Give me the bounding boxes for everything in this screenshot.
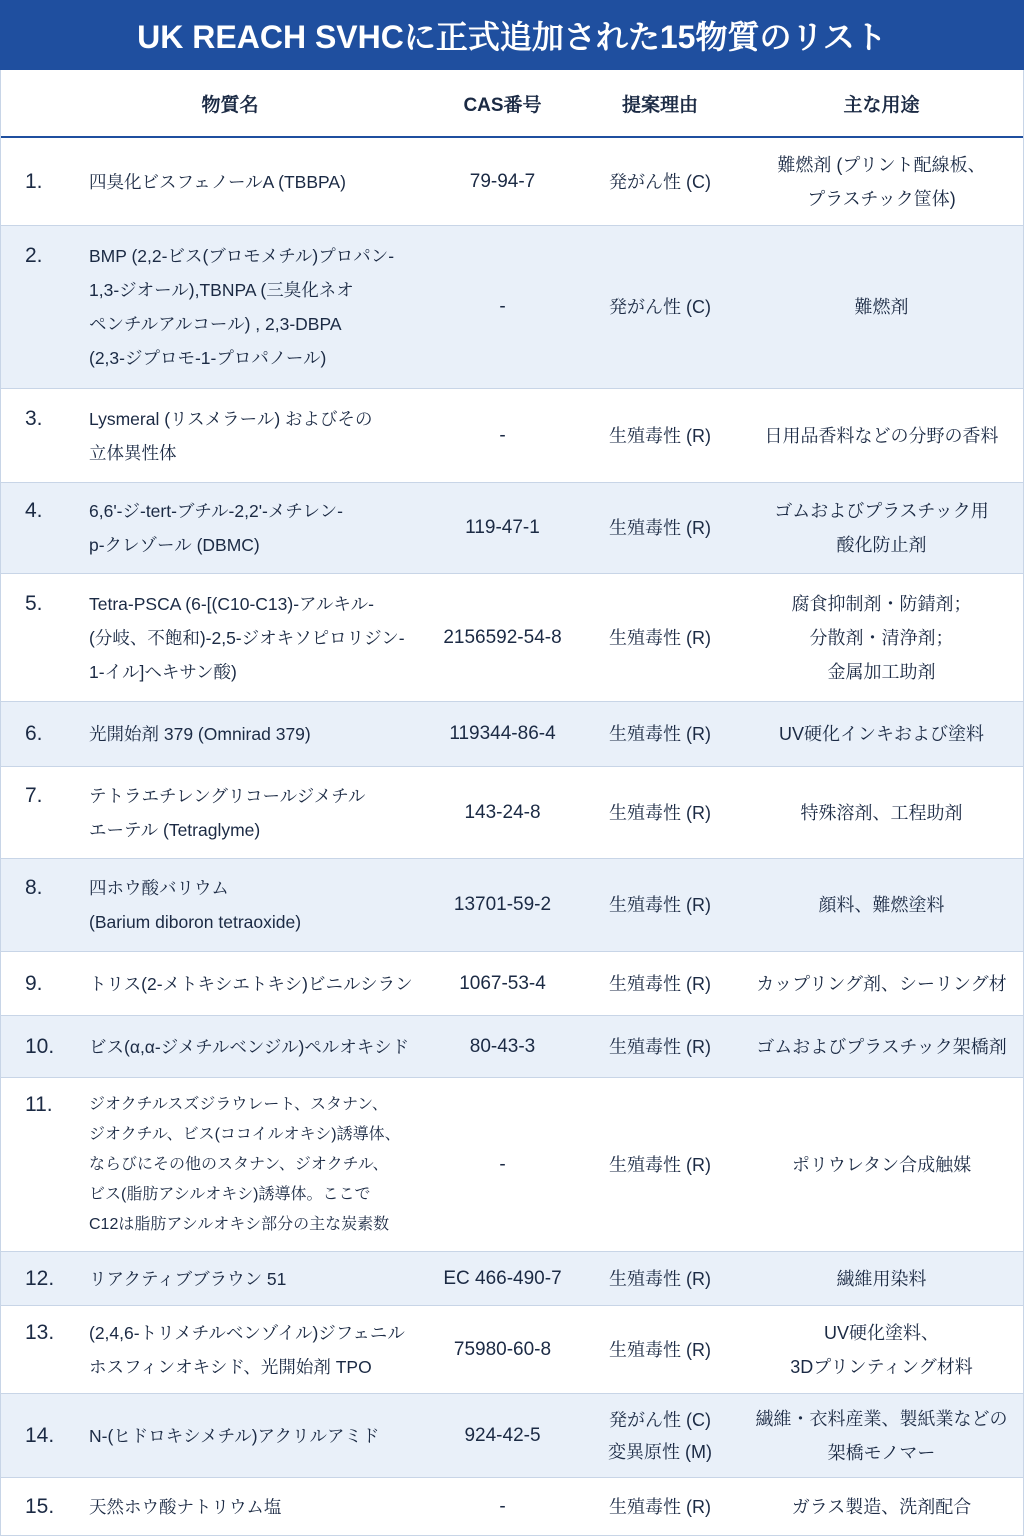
uses-line: ポリウレタン合成触媒 [791,1154,972,1175]
proposal-reason [580,702,740,766]
uses-line: カップリング剤、シーリング材 [756,973,1007,994]
uses-line: プラスチック筐体) [807,188,956,209]
substance-cell [1,574,425,701]
main-uses [740,702,1023,766]
table-row [1,226,1023,389]
proposal-reason [580,1078,740,1251]
main-uses-lines [774,494,989,562]
cas-number: 13701-59-2 [453,894,552,915]
substance-name [89,1030,409,1064]
row-number: 1. [25,169,43,193]
proposal-reason-lines [609,166,711,198]
substance-entry [25,587,405,689]
row-number: 11. [25,1092,53,1116]
substance-entry [25,1030,409,1064]
row-number: 10. [25,1034,55,1058]
substance-name-line: 立体異性体 [89,442,177,463]
uses-line: UV硬化インキおよび塗料 [778,724,984,744]
substance-name [89,1262,286,1296]
row-number: 3. [25,406,43,430]
uses-line: 難燃剤 (プリント配線板、 [777,154,986,175]
reason-line: 生殖毒性 (R) [609,425,711,446]
substance-name-line: p-クレゾール (DBMC) [89,535,260,555]
substance-name-line: ビス(脂肪アシルオキシ)誘導体。ここで [89,1185,371,1203]
substance-name [89,779,365,847]
proposal-reason [580,1252,740,1305]
reason-line: 生殖毒性 (R) [609,627,711,648]
substance-table [0,70,1024,1536]
substance-name [89,1316,405,1384]
substance-entry [25,494,343,562]
table-row [1,138,1023,226]
proposal-reason-lines [609,1491,711,1523]
proposal-reason-lines [609,420,711,452]
row-number: 8. [25,876,43,899]
reason-line: 生殖毒性 (R) [609,724,711,744]
substance-cell [1,389,425,482]
substance-name-line: 四臭化ビスフェノールA (TBBPA) [89,171,346,192]
proposal-reason [580,138,740,225]
substance-entry [25,165,346,199]
proposal-reason [580,767,740,858]
main-uses-lines [779,717,984,751]
substance-name-line: 光開始剤 379 (Omnirad 379) [89,724,311,744]
substance-name-line: (2,3-ジプロモ-1-プロパノール) [89,348,327,368]
table-row [1,859,1023,952]
reason-line: 発がん性 (C) [609,297,711,317]
substance-name [89,239,394,375]
proposal-reason-lines [609,512,711,544]
substance-cell [1,767,425,858]
reason-line: 生殖毒性 (R) [609,1339,711,1360]
substance-name-line: (Barium diboron tetraoxide) [89,912,302,932]
table-row [1,1252,1023,1306]
reason-line: 生殖毒性 (R) [609,1268,711,1289]
cas-number: 143-24-8 [464,801,541,823]
cas-number: 79-94-7 [469,170,536,192]
substance-name-line: 6,6'-ジ-tert-ブチル-2,2'-メチレン- [89,501,343,521]
proposal-reason-lines [609,622,711,654]
substance-entry [25,239,394,375]
substance-entry [25,1316,405,1384]
substance-name-line: ビス(α,α-ジメチルベンジル)ペルオキシド [89,1036,410,1057]
row-number: 14. [25,1423,55,1447]
proposal-reason-lines [609,1263,711,1295]
substance-name [89,717,311,751]
main-uses [740,226,1023,388]
substance-name-line: 1-イル]ヘキサン酸) [89,661,237,682]
row-number: 9. [25,971,43,995]
proposal-reason [580,952,740,1015]
proposal-reason [580,1016,740,1077]
row-number: 2. [25,244,43,267]
proposal-reason [580,226,740,388]
table-row [1,1306,1023,1394]
row-number: 15. [25,1494,55,1518]
main-uses [740,1016,1023,1077]
table-row [1,1478,1023,1536]
uses-line: 繊維用染料 [836,1268,927,1289]
main-uses-lines [837,1262,927,1296]
cas-number: 1067-53-4 [459,972,546,994]
main-uses-lines [855,290,909,324]
main-uses [740,859,1023,951]
table-row [1,952,1023,1016]
main-uses-lines [792,587,972,689]
substance-name [89,587,405,689]
substance-name-line: ペンチルアルコール) , 2,3-DBPA [89,314,342,334]
substance-name-line: 四ホウ酸バリウム [89,878,229,898]
substance-cell [1,483,425,573]
substance-name-line: ならびにその他のスタナン、ジオクチル、 [89,1155,389,1173]
reason-line: 生殖毒性 (R) [609,895,711,915]
main-uses [740,574,1023,701]
proposal-reason [580,859,740,951]
uses-line: 架橋モノマー [827,1442,936,1463]
table-row [1,389,1023,483]
proposal-reason-lines [608,1404,712,1468]
proposal-reason-lines [609,968,711,1000]
proposal-reason [580,1306,740,1393]
cas-number: - [499,1153,506,1175]
proposal-reason-lines [609,291,711,323]
substance-name-line: 天然ホウ酸ナトリウム塩 [89,1496,282,1517]
cas-number: 80-43-3 [469,1035,536,1057]
main-uses-lines [819,888,945,922]
cas-number: EC 466-490-7 [443,1267,562,1289]
substance-cell [1,1306,425,1393]
main-uses [740,1478,1023,1535]
uses-line: 顔料、難燃塗料 [818,895,945,915]
main-uses [740,767,1023,858]
row-number: 13. [25,1320,55,1344]
main-uses-lines [756,967,1006,1001]
uses-line: 金属加工助剤 [827,661,936,682]
substance-name-line: リアクティブブラウン 51 [89,1268,287,1289]
main-uses-lines [756,1030,1007,1064]
reason-line: 生殖毒性 (R) [609,973,711,994]
substance-name-line: テトラエチレングリコールジメチル [89,785,366,806]
header-cas-number: CAS番号 [463,94,542,116]
substance-entry [25,871,301,939]
substance-name [89,1490,281,1524]
substance-name [89,871,301,939]
cas-number: - [499,424,506,446]
proposal-reason [580,574,740,701]
reason-line: 発がん性 (C) [609,171,711,192]
table-header-row [1,70,1023,138]
substance-name-line: ホスフィンオキシド、光開始剤 TPO [89,1356,372,1377]
table-body [1,138,1023,1536]
proposal-reason-lines [609,718,711,750]
reason-line: 生殖毒性 (R) [609,1154,711,1175]
main-uses [740,1306,1023,1393]
substance-name [89,165,346,199]
cas-number: 119-47-1 [465,517,540,538]
substance-name-line: (2,4,6-トリメチルベンゾイル)ジフェニル [89,1322,405,1343]
substance-name [89,402,373,470]
substance-name-line: ジオクチルスズジラウレート、スタナン、 [89,1095,388,1113]
substance-cell [1,1394,425,1477]
proposal-reason [580,483,740,573]
substance-name [89,1419,380,1453]
uses-line: 特殊溶剤、工程助剤 [800,802,963,823]
main-uses-lines [792,1148,971,1182]
reason-line: 発がん性 (C) [608,1409,711,1430]
cas-number: - [499,296,506,317]
reason-line: 変異原性 (M) [608,1441,712,1462]
substance-cell [1,952,425,1015]
main-uses-lines [801,796,963,830]
main-uses-lines [792,1490,971,1524]
uses-line: 腐食抑制剤・防錆剤； [791,593,972,614]
uses-line: 難燃剤 [854,297,909,317]
cas-number: - [499,1495,506,1517]
substance-cell [1,859,425,951]
substance-name-line: 1,3-ジオール),TBNPA (三臭化ネオ [89,280,354,300]
main-uses-lines [765,419,999,453]
substance-entry [25,779,365,847]
uses-line: ゴムおよびプラスチック架橋剤 [756,1036,1007,1057]
substance-cell [1,1016,425,1077]
main-uses [740,952,1023,1015]
table-row [1,574,1023,702]
main-uses [740,1394,1023,1477]
uses-line: ガラス製造、洗剤配合 [791,1496,972,1517]
page-title: UK REACH SVHCに正式追加された15物質のリスト [137,19,887,55]
row-number: 12. [25,1266,55,1290]
substance-cell [1,138,425,225]
page-title-bar [0,0,1024,70]
substance-cell [1,1078,425,1251]
reason-line: 生殖毒性 (R) [609,802,711,823]
main-uses [740,389,1023,482]
main-uses [740,1252,1023,1305]
table-row [1,1394,1023,1478]
substance-cell [1,226,425,388]
substance-entry [25,402,373,470]
cas-number: 924-42-5 [464,1424,541,1446]
substance-cell [1,1252,425,1305]
uses-line: 3Dプリンティング材料 [790,1356,973,1377]
uses-line: UV硬化塗料、 [823,1322,939,1343]
uses-line: 分散剤・清浄剤； [809,627,954,648]
row-number: 5. [25,591,43,615]
proposal-reason-lines [609,1031,711,1063]
table-row [1,1016,1023,1078]
substance-name-line: ジオクチル、ビス(ココイルオキシ)誘導体、 [89,1125,401,1143]
substance-entry [25,1490,281,1524]
main-uses [740,1078,1023,1251]
header-main-uses: 主な用途 [843,94,920,116]
substance-cell [1,1478,425,1535]
substance-name-line: (分岐、不飽和)-2,5-ジオキソピロリジン- [89,627,405,648]
proposal-reason [580,1394,740,1477]
reason-line: 生殖毒性 (R) [609,1496,711,1517]
header-substance-name: 物質名 [201,94,259,116]
substance-name-line: BMP (2,2-ビス(ブロモメチル)プロパン- [89,246,395,266]
uses-line: ゴムおよびプラスチック用 [774,501,989,521]
uses-line: 日用品香料などの分野の香料 [764,425,999,446]
row-number: 4. [25,499,43,522]
substance-name [89,494,343,562]
substance-entry [25,1419,380,1453]
substance-entry [25,967,413,1001]
main-uses [740,483,1023,573]
cas-number: 75980-60-8 [453,1338,552,1360]
proposal-reason-lines [609,1334,711,1366]
substance-name [89,967,413,1001]
table-row [1,767,1023,859]
cas-number: 2156592-54-8 [443,626,562,648]
substance-cell [1,702,425,766]
main-uses-lines [777,148,985,216]
proposal-reason-lines [609,1149,711,1181]
substance-entry [25,1262,286,1296]
table-row [1,702,1023,767]
substance-entry [25,1090,401,1240]
substance-name-line: Lysmeral (リスメラール) およびその [89,408,373,429]
main-uses-lines [756,1402,1008,1470]
substance-name-line: トリス(2-メトキシエトキシ)ビニルシラン [89,973,413,994]
table-row [1,483,1023,574]
proposal-reason-lines [609,797,711,829]
main-uses-lines [790,1316,973,1384]
proposal-reason [580,389,740,482]
substance-name-line: C12は脂肪アシルオキシ部分の主な炭素数 [89,1215,390,1233]
table-row [1,1078,1023,1252]
substance-name [89,1090,401,1240]
substance-name-line: N-(ヒドロキシメチル)アクリルアミド [89,1425,380,1446]
main-uses [740,138,1023,225]
substance-name-line: エーテル (Tetraglyme) [89,819,261,840]
uses-line: 酸化防止剤 [836,535,927,555]
header-proposal-reason: 提案理由 [621,94,698,116]
reason-line: 生殖毒性 (R) [609,1036,711,1057]
uses-line: 繊維・衣料産業、製紙業などの [755,1408,1008,1429]
row-number: 6. [25,722,43,745]
reason-line: 生殖毒性 (R) [609,518,711,538]
substance-name-line: Tetra-PSCA (6-[(C10-C13)-アルキル- [89,593,375,614]
substance-entry [25,717,311,751]
proposal-reason-lines [609,889,711,921]
row-number: 7. [25,783,43,807]
cas-number: 119344-86-4 [449,723,556,744]
proposal-reason [580,1478,740,1535]
